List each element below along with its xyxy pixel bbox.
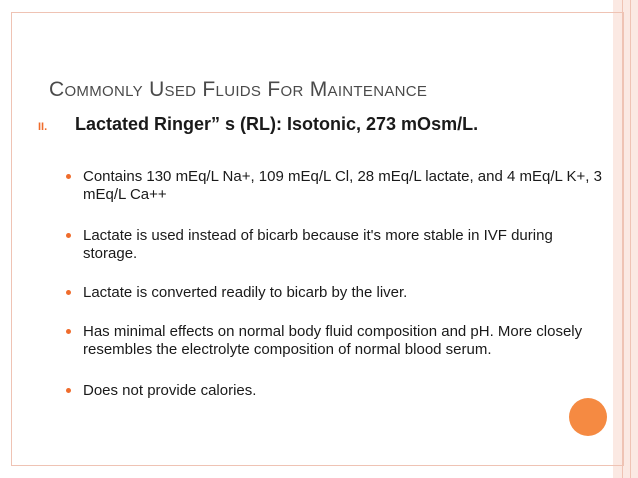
list-item — [64, 382, 609, 400]
list-item — [64, 323, 609, 359]
slide-title: Commonly Used Fluids For Maintenance — [49, 78, 428, 101]
bullet-dot-icon — [66, 233, 71, 238]
bullet-text: Contains 130 mEq/L Na+, 109 mEq/L Cl, 28 mEq/L lactate, and 4 mEq/L K+, 3 mEq/L Ca++ — [83, 168, 602, 203]
side-line-outer — [630, 0, 631, 478]
section-numeral: II. — [38, 121, 48, 133]
decorative-circle-icon — [569, 398, 607, 436]
bullet-dot-icon — [66, 388, 71, 393]
bullet-dot-icon — [66, 329, 71, 334]
bullet-text: Has minimal effects on normal body fluid composition and pH. More closely resembles the electrolyte composition of normal blood serum. — [83, 323, 583, 358]
bullet-dot-icon — [66, 174, 71, 179]
bullet-text: Lactate is converted readily to bicarb by the liver. — [83, 284, 408, 301]
list-item — [64, 227, 609, 263]
list-item — [64, 284, 609, 302]
list-item — [64, 168, 609, 204]
bullet-text: Does not provide calories. — [83, 382, 257, 399]
bullet-list — [64, 168, 609, 400]
bullet-dot-icon — [66, 290, 71, 295]
bullet-text: Lactate is used instead of bicarb because it's more stable in IVF during storage. — [83, 227, 553, 262]
section-heading: Lactated Ringer” s (RL): Isotonic, 273 mOsm/L. — [75, 114, 479, 134]
